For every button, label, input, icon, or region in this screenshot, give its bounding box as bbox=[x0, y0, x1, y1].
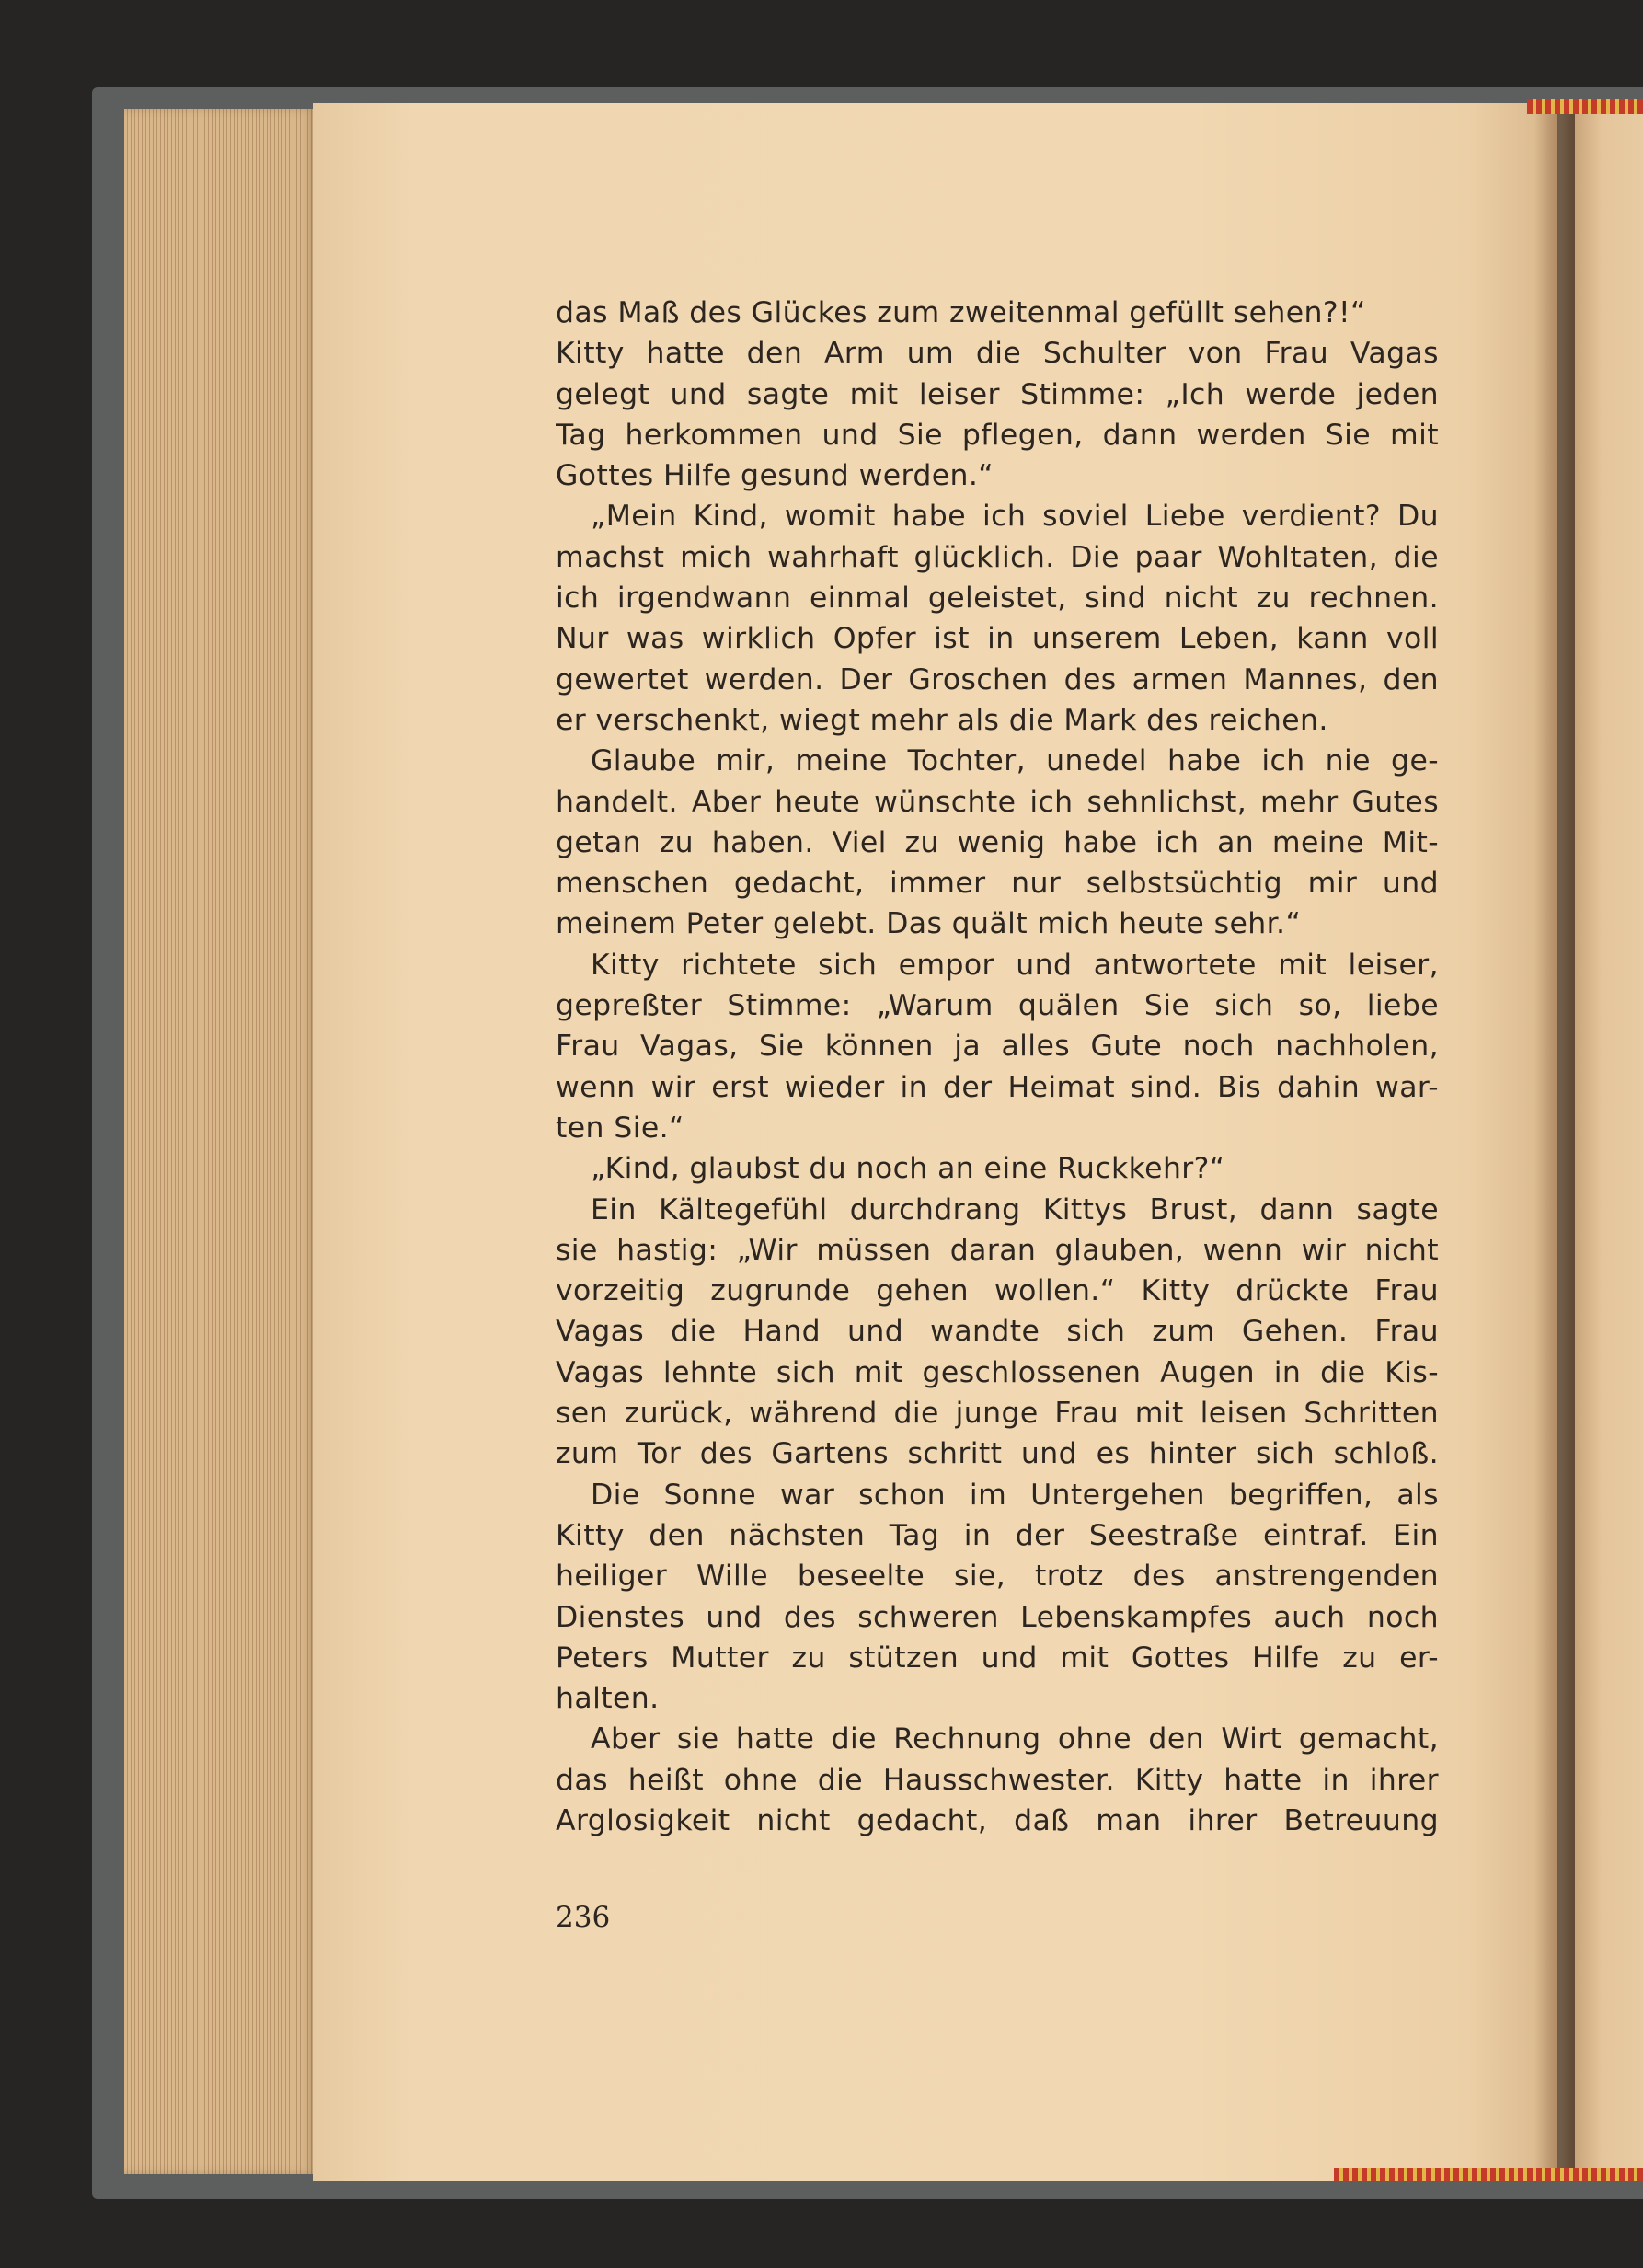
text-line: meinem Peter gelebt. Das quält mich heute sehr.“ bbox=[556, 907, 1302, 941]
headband-bottom bbox=[1334, 2168, 1643, 2181]
text-line: Frau Vagas, Sie können ja alles Gute noch nachholen, bbox=[556, 1030, 1439, 1064]
text-line: zum Tor des Gartens schritt und es hinter sich schloß. bbox=[556, 1437, 1439, 1471]
text-line: heiliger Wille beseelte sie, trotz des anstrengenden bbox=[556, 1560, 1439, 1594]
text-line: vorzeitig zugrunde gehen wollen.“ Kitty drückte Frau bbox=[556, 1274, 1439, 1308]
text-line: Die Sonne war schon im Untergehen begriffen, als bbox=[591, 1478, 1439, 1512]
text-line: Kitty richtete sich empor und antwortete mit leiser, bbox=[591, 948, 1439, 982]
text-line: Arglosigkeit nicht gedacht, daß man ihrer Betreuung bbox=[556, 1803, 1439, 1837]
text-line: Glaube mir, meine Tochter, unedel habe ich nie ge- bbox=[591, 744, 1439, 778]
text-line: wenn wir erst wieder in der Heimat sind. Bis dahin war- bbox=[556, 1070, 1439, 1104]
text-line: „Mein Kind, womit habe ich soviel Liebe verdient? Du bbox=[591, 500, 1439, 534]
text-line: getan zu haben. Viel zu wenig habe ich an meine Mit- bbox=[556, 825, 1439, 859]
text-line: gepreßter Stimme: „Warum quälen Sie sich so, liebe bbox=[556, 989, 1439, 1023]
text-line: das heißt ohne die Hausschwester. Kitty hatte in ihrer bbox=[556, 1763, 1439, 1797]
text-line: Vagas die Hand und wandte sich zum Gehen. Frau bbox=[556, 1315, 1439, 1349]
text-line: sie hastig: „Wir müssen daran glauben, wenn wir nicht bbox=[556, 1233, 1439, 1267]
page-number: 236 bbox=[556, 1901, 611, 1934]
text-line: ten Sie.“ bbox=[556, 1111, 684, 1145]
facing-page-edge bbox=[1575, 110, 1643, 2181]
headband-top bbox=[1527, 99, 1643, 114]
text-line: halten. bbox=[556, 1682, 660, 1716]
text-line: ich irgendwann einmal geleistet, sind nicht zu rechnen. bbox=[556, 581, 1439, 616]
text-line: Nur was wirklich Opfer ist in unserem Leben, kann voll bbox=[556, 622, 1439, 656]
text-line: Kitty den nächsten Tag in der Seestraße eintraf. Ein bbox=[556, 1518, 1439, 1552]
text-line: machst mich wahrhaft glücklich. Die paar Wohltaten, die bbox=[556, 540, 1439, 574]
text-line: gewertet werden. Der Groschen des armen Mannes, den bbox=[556, 662, 1439, 697]
text-line: Ein Kältegefühl durchdrang Kittys Brust, dann sagte bbox=[591, 1192, 1439, 1226]
text-line: Gottes Hilfe gesund werden.“ bbox=[556, 459, 994, 493]
text-line: Dienstes und des schweren Lebenskampfes auch noch bbox=[556, 1600, 1439, 1634]
text-line: Vagas lehnte sich mit geschlossenen Augen in die Kis- bbox=[556, 1355, 1439, 1389]
body-text bbox=[556, 293, 1439, 1841]
text-line: Kitty hatte den Arm um die Schulter von Frau Vagas bbox=[556, 337, 1439, 371]
text-line: handelt. Aber heute wünschte ich sehnlichst, mehr Gutes bbox=[556, 785, 1439, 819]
text-line: das Maß des Glückes zum zweitenmal gefüllt sehen?!“ bbox=[556, 296, 1366, 329]
text-line: er verschenkt, wiegt mehr als die Mark des reichen. bbox=[556, 703, 1328, 737]
gutter-shadow bbox=[1534, 103, 1579, 2181]
text-line: Tag herkommen und Sie pflegen, dann werden Sie mit bbox=[556, 418, 1439, 452]
text-line: menschen gedacht, immer nur selbstsüchtig mir und bbox=[556, 867, 1439, 901]
text-line: Aber sie hatte die Rechnung ohne den Wirt gemacht, bbox=[591, 1722, 1439, 1756]
page-edges bbox=[124, 109, 317, 2174]
text-line: gelegt und sagte mit leiser Stimme: „Ich werde jeden bbox=[556, 377, 1439, 411]
text-line: „Kind, glaubst du noch an eine Ruckkehr?“ bbox=[591, 1152, 1225, 1186]
text-line: Peters Mutter zu stützen und mit Gottes Hilfe zu er- bbox=[556, 1641, 1439, 1675]
text-line: sen zurück, während die junge Frau mit leisen Schritten bbox=[556, 1397, 1439, 1431]
